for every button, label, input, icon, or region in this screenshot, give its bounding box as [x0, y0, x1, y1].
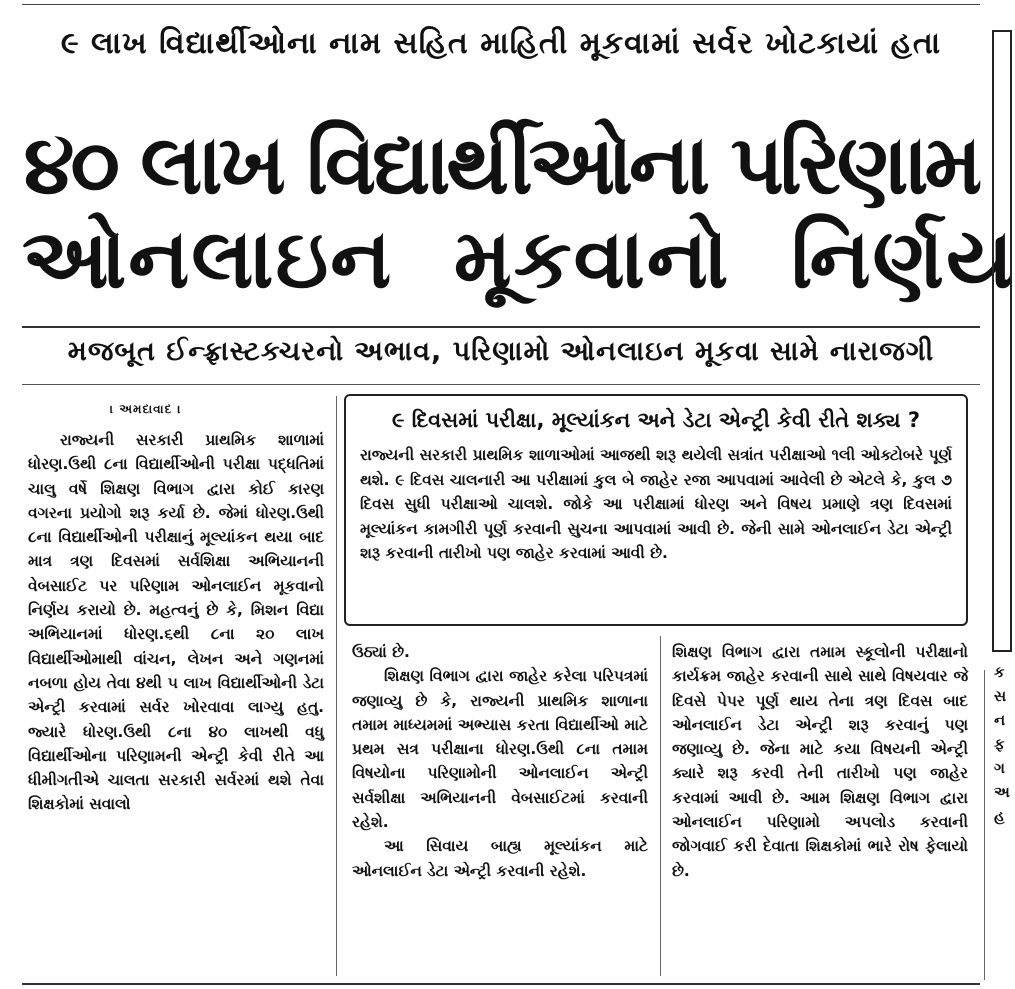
column-divider-2 [660, 636, 661, 976]
column-3-paragraph: શિક્ષણ વિભાગ દ્વારા તમામ સ્કૂલોની પરીક્ષાનો કાર્યક્રમ જાહેર કરવાની સાથે સાથે વિષયવાર જે દિવસે પેપર પૂર્ણ થાય તેના ત્રણ દિવસ બાદ ઓનલાઈન ડેટા એન્ટ્રી શરૂ કરવાનું પણ જણાવ્યુ છે. જેના માટે કયા વિષયની એન્ટ્રી ક્યારે શરૂ કરવી તેની તારીખો પણ જાહેર કરવામાં આવી છે. આમ શિક્ષણ વિભાગ દ્વારા ઓનલાઈન પરિણામો અપલોડ કરવાની જોગવાઈ કરી દેવાતા શિક્ષકોમાં ભારે રોષ ફેલાયો છે. [672, 643, 968, 880]
sidebar-box-body: રાજ્યની સરકારી પ્રાથમિક શાળાઓમાં આજથી શરૂ થયેલી સત્રાંત પરીક્ષાઓ ૧લી ઓક્ટોબરે પૂર્ણ થશે. ૯ દિવસ ચાલનારી આ પરીક્ષામાં કુલ બે જાહેર રજા આપવામાં આવેલી છે એટલે કે, કુલ ૭ દિવસ સુધી પરીક્ષાઓ ચાલશે. જોકે આ પરીક્ષામાં ધોરણ અને વિષય પ્રમાણે ત્રણ દિવસમાં મૂલ્યાંકન કામગીરી પૂર્ણ કરવાની સુચના આપવામાં આવી છે. જેની સામે ઓનલાઈન ડેટા એન્ટ્રી શરૂ કરવાની તારીખો પણ જાહેર કરવામાં આવી છે. [360, 446, 952, 563]
column-2-paragraph-a: ઉઠ્યાં છે. [352, 643, 410, 661]
column-1-paragraph: રાજ્યની સરકારી પ્રાથમિક શાળામાં ધોરણ.ઉથી ૮ના વિદ્યાર્થીઓની પરીક્ષા પદ્ધતિમાં ચાલુ વર્ષે શિક્ષણ વિભાગ દ્વારા કોઈ કારણ વગરના પ્રયોગો શરૂ કર્યા છે. જેમાં ધોરણ.ઉથી ૮ના વિદ્યાર્થીઓની પરીક્ષાનું મૂલ્યાંકન થયા બાદ માત્ર ત્રણ દિવસમાં સર્વશિક્ષા અભિયાનની વેબસાઈટ પર પરિણામ ઓનલાઈન મૂકવાનો નિર્ણય કરાયો છે. મહત્વનું છે કે, મિશન વિદ્યા અભિયાનમાં ધોરણ.૬થી ૮ના ૨૦ લાખ વિદ્યાર્થીઓમાથી વાંચન, લેખન અને ગણનમાં નબળા હોય તેવા ૪થી ૫ લાખ વિદ્યાર્થીઓની ડેટા એન્ટ્રી કરવામાં સર્વર ખોરવાવા લાગ્યુ હતુ. જ્યારે ધોરણ.ઉથી ૮ના ૪૦ લાખથી વધુ વિદ્યાર્થીઓના પરિણામની એન્ટ્રી કેવી રીતે આ ધીમીગતીએ ચાલતા સરકારી સર્વરમાં થશે તેવા શિક્ષકોમાં સવાલો [28, 431, 324, 814]
adjacent-article-frame [992, 30, 1012, 652]
dateline: । અમદાવાદ । [110, 402, 182, 416]
article-column-3 [672, 640, 968, 883]
headline-line-2: ઓનલાઇન મૂકવાનો નિર્ણય [22, 212, 1015, 307]
headline-line-1: ૪૦ લાખ વિદ્યાર્થીઓના પરિણામ [23, 118, 979, 213]
sidebar-box-title: ૯ દિવસમાં પરીક્ષા, મૂલ્યાંકન અને ડેટા એન્ટ્રી કેવી રીતે શક્ય ? [391, 408, 921, 432]
article-column-1 [28, 428, 324, 817]
column-2-paragraph-c: આ સિવાય બાહ્ય મૂલ્યાંકન માટે ઓનલાઈન ડેટા એન્ટ્રી કરવાની રહેશે. [352, 837, 648, 880]
sidebar-box [344, 394, 968, 626]
adjacent-article-cutoff-text: ક સ ન ફ ગ અ હ [994, 663, 1010, 825]
column-2-paragraph-b: શિક્ષણ વિભાગ દ્વારા જાહેર કરેલા પરિપત્રમાં જણાવ્યુ છે કે, રાજ્યની પ્રાથમિક શાળાના તમામ માધ્યમમાં અભ્યાસ કરતા વિદ્યાર્થીઓ માટે પ્રથમ સત્ર પરીક્ષાના ધોરણ.ઉથી ૮ના તમામ વિષયોના પરિણામોની ઓનલાઈન એન્ટ્રી સર્વશીક્ષા અભિયાનની વેબસાઈટમાં કરવાની રહેશે. [352, 667, 648, 832]
article-deck: મજબૂત ઈન્ફ્રાસ્ટક્ચરનો અભાવ, પરિણામો ઓનલાઇન મૂકવા સામે નારાજગી [67, 336, 935, 367]
article-column-2 [352, 640, 648, 883]
article-kicker: ૯ લાખ વિદ્યાર્થીઓના નામ સહિત માહિતી મૂકવામાં સર્વર ખોટકાયાં હતા [60, 26, 942, 61]
column-divider-1 [336, 396, 337, 976]
bottom-rule [22, 983, 980, 985]
top-rule [22, 4, 980, 5]
column-divider-3 [984, 670, 985, 980]
deck-divider [22, 384, 980, 385]
headline-divider [22, 326, 980, 328]
